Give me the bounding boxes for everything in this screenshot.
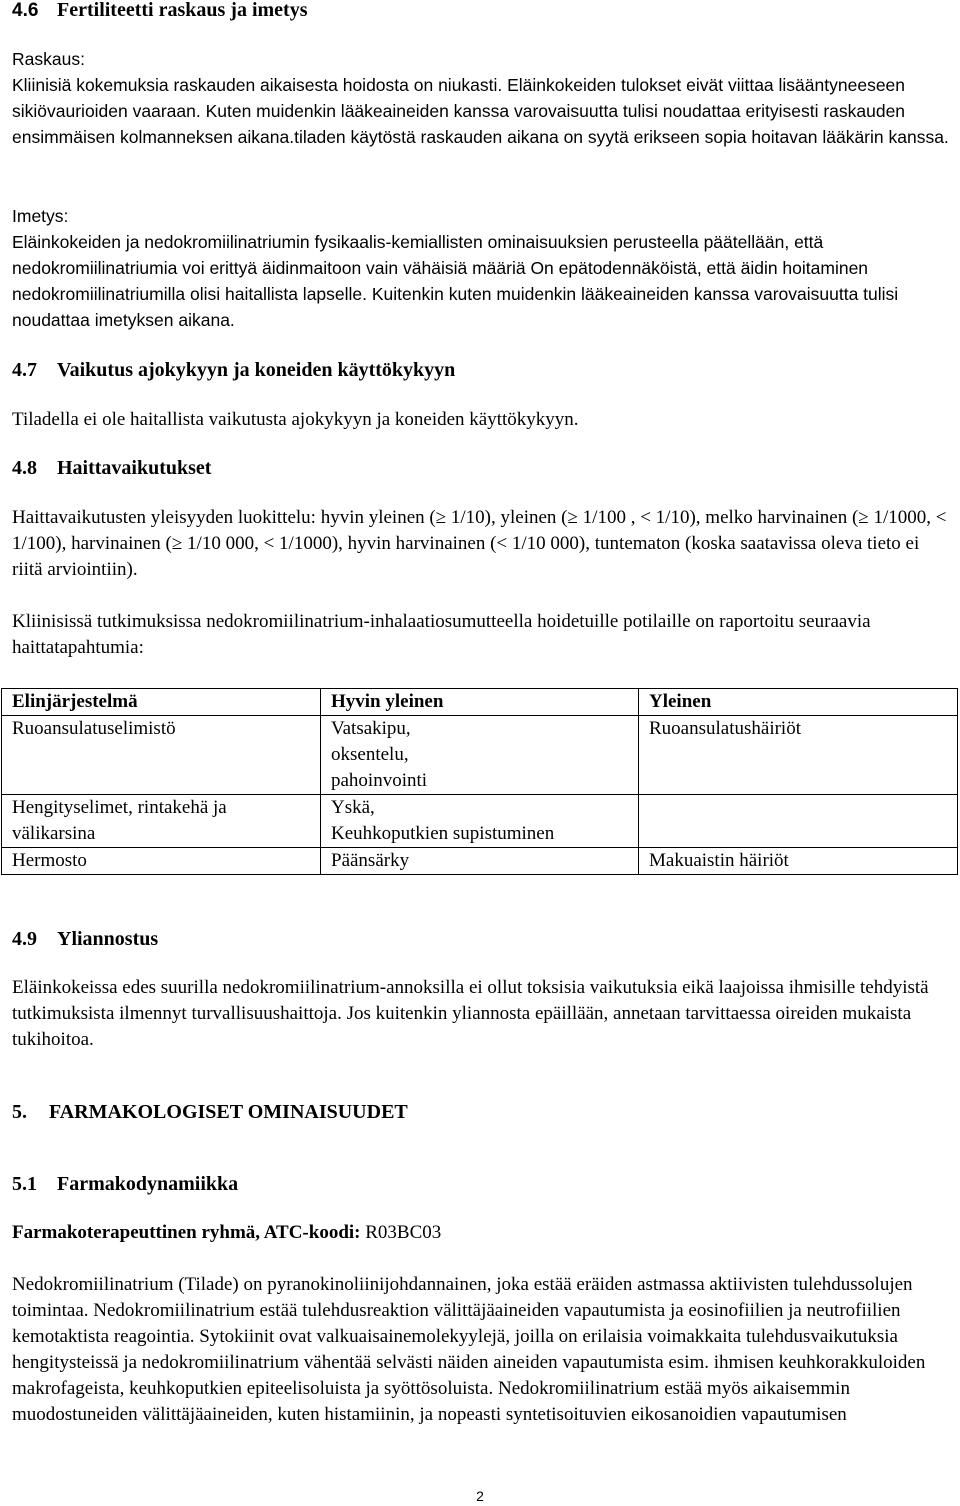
organ-cell: Hengityselimet, rintakehä ja välikarsina <box>2 795 321 848</box>
very-common-cell: Vatsakipu, oksentelu, pahoinvointi <box>321 716 639 795</box>
pharmacodynamics-paragraph: Nedokromiilinatrium (Tilade) on pyranokinoliinijohdannainen, joka estää eräiden astmassa aktiivisten tulehdussolujen toimintaa. Nedokromiilinatrium estää tulehdusreaktion välittäjäaineiden vapautumista ja eosinofiilien ja neutrofiilien kemotaktista reagointia. Sytokiinit ovat valkuaisainemolekyylejä, joilla on erilaisia voimakkaita tulehdusvaikutuksia hengitysteissä ja nedokromiilinatrium vähentää selvästi näiden aineiden vapautumista esim. ihmisen keuhkorakkuloiden makrofageista, keuhkoputkien epiteelisoluista ja syöttösoluista. Nedokromiilinatrium estää myös aikaisemmin muodostuneiden välittäjäaineiden, kuten histamiinin, ja nopeasti syntetisoituvien eikosanoidien vapautumisen <box>12 1274 926 1425</box>
section-title: Vaikutus ajokykyyn ja koneiden käyttökykyyn <box>57 359 456 381</box>
section-4-7-heading <box>12 357 952 383</box>
common-cell: Ruoansulatushäiriöt <box>639 716 958 795</box>
column-header: Elinjärjestelmä <box>2 689 321 716</box>
section-4-6-heading <box>12 0 952 24</box>
section-title: FARMAKOLOGISET OMINAISUUDET <box>49 1101 408 1123</box>
organ-cell: Hermosto <box>2 848 321 875</box>
driving-paragraph: Tiladella ei ole haitallista vaikutusta ajokykyyn ja koneiden käyttökykyyn. <box>12 409 579 430</box>
very-common-cell: Yskä, Keuhkoputkien supistuminen <box>321 795 639 848</box>
overdose-paragraph: Eläinkokeissa edes suurilla nedokromiilinatrium-annoksilla ei ollut toksisia vaikutuksia eikä laajoissa ihmisille tehdyistä tutkimuksista ilmennyt turvallisuushaittoja. Jos kuitenkin yliannosta epäillään, annetaan tarvittaessa oireiden mukaista tukihoitoa. <box>12 977 929 1050</box>
common-cell <box>639 795 958 848</box>
common-cell: Makuaistin häiriöt <box>639 848 958 875</box>
frequency-classification-paragraph: Haittavaikutusten yleisyyden luokittelu: hyvin yleinen (≥ 1/10), yleinen (≥ 1/100 , < 1/10), melko harvinainen (≥ 1/1000, < 1/100), harvinainen (≥ 1/10 000, < 1/1000), hyvin harvinainen (< 1/10 000), tuntematon (koska saatavissa oleva tieto ei riitä arviointiin). <box>12 507 947 580</box>
section-title: Fertiliteetti raskaus ja imetys <box>57 0 308 21</box>
breastfeeding-paragraph: Eläinkokeiden ja nedokromiilinatriumin fysikaalis-kemiallisten ominaisuuksien perusteella päätellään, että nedokromiilinatriumia voi erittyä äidinmaitoon vain vähäisiä määriä On epätodennäköistä, että äidin hoitaminen nedokromiilinatriumilla olisi haitallista lapselle. Kuitenkin kuten muidenkin lääkeaineiden kanssa varovaisuutta tulisi noudattaa imetyksen aikana. <box>12 232 899 330</box>
pregnancy-paragraph: Kliinisiä kokemuksia raskauden aikaisesta hoidosta on niukasti. Eläinkokeiden tulokset eivät viittaa lisääntyneeseen sikiövaurioiden vaaraan. Kuten muidenkin lääkeaineiden kanssa varovaisuutta tulisi noudattaa erityisesti raskauden ensimmäisen kolmanneksen aikana.tiladen käytöstä raskauden aikana on syytä erikseen sopia hoitavan lääkärin kanssa. <box>12 75 949 147</box>
section-4-8-heading <box>12 455 952 481</box>
section-number: 4.7 <box>12 359 37 381</box>
table-header-row <box>2 689 958 716</box>
atc-code: R03BC03 <box>360 1222 442 1243</box>
atc-group-label: Farmakoterapeuttinen ryhmä, ATC-koodi: <box>12 1222 361 1243</box>
pregnancy-label: Raskaus: <box>12 49 85 69</box>
section-number: 4.6 <box>12 0 39 21</box>
adverse-events-table <box>1 688 958 875</box>
section-number: 4.9 <box>12 928 37 950</box>
section-number: 5. <box>12 1101 27 1123</box>
section-4-9-heading <box>12 926 952 952</box>
organ-cell: Ruoansulatuselimistö <box>2 716 321 795</box>
column-header: Yleinen <box>639 689 958 716</box>
adverse-events-intro-paragraph: Kliinisissä tutkimuksissa nedokromiilinatrium-inhalaatiosumutteella hoidetuille potilaille on raportoitu seuraavia haittatapahtumia: <box>12 611 871 658</box>
table-row <box>2 795 958 848</box>
very-common-cell: Päänsärky <box>321 848 639 875</box>
atc-group-line <box>12 1220 952 1246</box>
table-row <box>2 716 958 795</box>
table-row <box>2 848 958 875</box>
breastfeeding-label: Imetys: <box>12 206 69 226</box>
section-5-1-heading <box>12 1171 952 1197</box>
column-header: Hyvin yleinen <box>321 689 639 716</box>
section-title: Haittavaikutukset <box>57 457 212 479</box>
page-number: 2 <box>476 1488 484 1504</box>
section-number: 5.1 <box>12 1173 37 1195</box>
section-number: 4.8 <box>12 457 37 479</box>
section-5-heading <box>12 1099 952 1125</box>
section-title: Farmakodynamiikka <box>57 1173 239 1195</box>
section-title: Yliannostus <box>57 928 159 950</box>
